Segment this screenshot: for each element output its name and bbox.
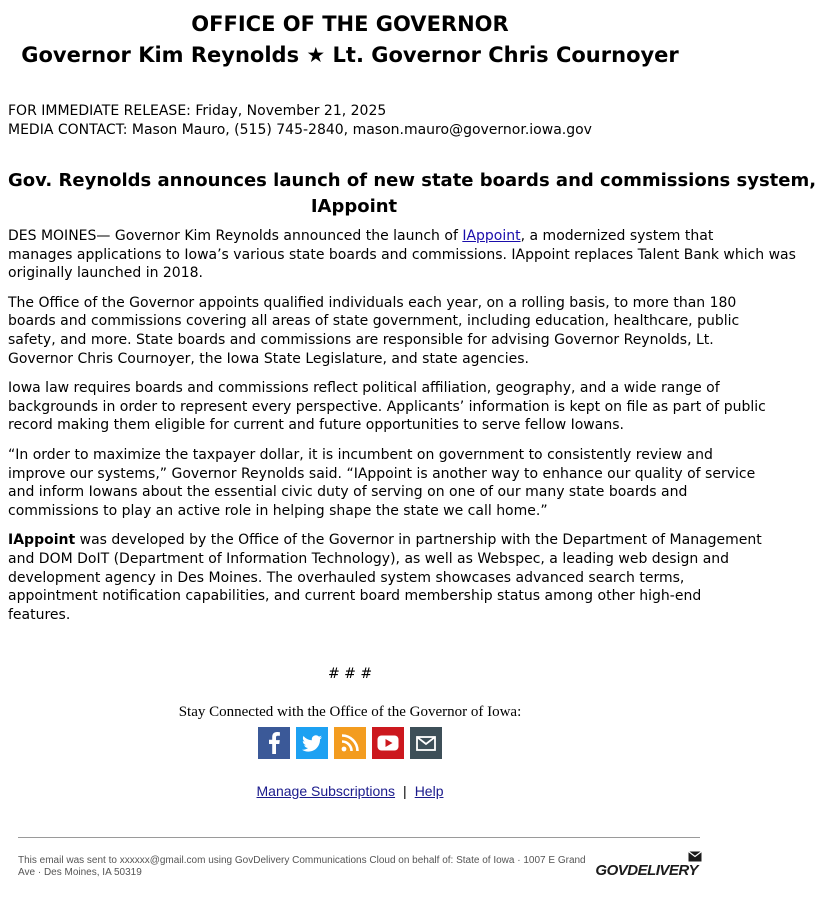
paragraph-text: was developed by the Office of the Governor in partnership with the Department of Management — [75, 532, 762, 549]
rss-icon[interactable] — [334, 727, 366, 759]
release-info — [0, 102, 700, 140]
paragraph-text: Iowa law requires boards and commissions reflect political affiliation, geography, and a wide range of — [8, 380, 720, 397]
link-separator: | — [403, 783, 407, 800]
paragraph-text: originally launched in 2018. — [8, 265, 203, 282]
paragraph-text: , a modernized system that — [520, 228, 714, 244]
paragraph-text: boards and commissions covering all areas of state government, including education, healthcare, public — [8, 313, 740, 330]
email-footer — [18, 855, 698, 879]
manage-subscriptions-link[interactable]: Manage Subscriptions — [256, 783, 396, 800]
paragraph-3 — [8, 379, 766, 435]
paragraph-text: and DOM DoIT (Department of Information Technology), as well as Webspec, a leading web design and — [8, 550, 730, 567]
paragraph-text: The Office of the Governor appoints qualified individuals each year, on a rolling basis, to more than 180 — [8, 294, 737, 311]
end-mark: # # # — [327, 666, 373, 683]
paragraph-5 — [8, 531, 762, 624]
paragraph-text: DES MOINES— Governor Kim Reynolds announced the launch of — [8, 228, 463, 244]
help-link[interactable]: Help — [414, 783, 444, 800]
paragraph-text: commissions to play an active role in helping shape the state we call home.” — [8, 502, 548, 519]
release-date: FOR IMMEDIATE RELEASE: Friday, November 21, 2025 — [8, 103, 387, 119]
footer-divider — [18, 837, 700, 838]
headline-line-1: Gov. Reynolds announces launch of new state boards and commissions system, — [8, 170, 816, 191]
paragraph-text: and inform Iowans about the essential civic duty of serving on one of our many state boards and — [8, 484, 688, 501]
governors-line: Governor Kim Reynolds ★ Lt. Governor Chris Cournoyer — [21, 43, 679, 67]
social-icons — [0, 727, 700, 759]
office-title: OFFICE OF THE GOVERNOR — [191, 12, 509, 36]
envelope-icon — [688, 851, 702, 862]
paragraph-text: record making them eligible for current and future opportunities to serve fellow Iowans. — [8, 417, 624, 434]
facebook-icon[interactable] — [258, 727, 290, 759]
paragraph-1 — [8, 227, 796, 283]
paragraph-text: Governor Chris Cournoyer, the Iowa State Legislature, and state agencies. — [8, 350, 529, 367]
subscription-links — [0, 783, 700, 799]
iappoint-bold: IAppoint — [8, 532, 76, 549]
press-headline — [0, 168, 816, 220]
headline-line-2: IAppoint — [310, 196, 398, 217]
paragraph-4 — [8, 446, 756, 520]
youtube-icon[interactable] — [372, 727, 404, 759]
paragraph-text: manages applications to Iowa’s various state boards and commissions. IAppoint replaces Talent Bank which was — [8, 246, 796, 263]
media-contact: MEDIA CONTACT: Mason Mauro, (515) 745-2840, mason.mauro@governor.iowa.gov — [8, 122, 592, 138]
stay-connected-text: Stay Connected with the Office of the Governor of Iowa: — [178, 704, 522, 721]
paragraph-text: “In order to maximize the taxpayer dollar, it is incumbent on government to consistently review and — [8, 446, 713, 463]
iappoint-link[interactable]: IAppoint — [462, 228, 521, 244]
paragraph-text: features. — [8, 606, 71, 623]
brand-text: GOVDELIVERY — [595, 862, 698, 880]
paragraph-2 — [8, 294, 740, 368]
govdelivery-logo[interactable] — [595, 855, 698, 879]
paragraph-text: development agency in Des Moines. The overhauled system showcases advanced search terms, — [8, 569, 685, 586]
paragraph-text: appointment notification capabilities, and current board membership status among other high-end — [8, 588, 702, 605]
paragraph-text: safety, and more. State boards and commissions are responsible for advising Governor Reynolds, Lt. — [8, 331, 714, 348]
press-body — [0, 227, 796, 624]
footer-text: This email was sent to xxxxxx@gmail.com using GovDelivery Communications Cloud on behalf of: State of Iowa · 1007 E Grand Ave · Des Moines, IA 50319 — [18, 855, 586, 879]
paragraph-text: backgrounds in order to represent every perspective. Applicants’ information is kept on file as part of public — [8, 398, 766, 415]
twitter-icon[interactable] — [296, 727, 328, 759]
email-icon[interactable] — [410, 727, 442, 759]
paragraph-text: improve our systems,” Governor Reynolds said. “IAppoint is another way to enhance our quality of service — [8, 465, 756, 482]
email-header — [0, 0, 700, 69]
